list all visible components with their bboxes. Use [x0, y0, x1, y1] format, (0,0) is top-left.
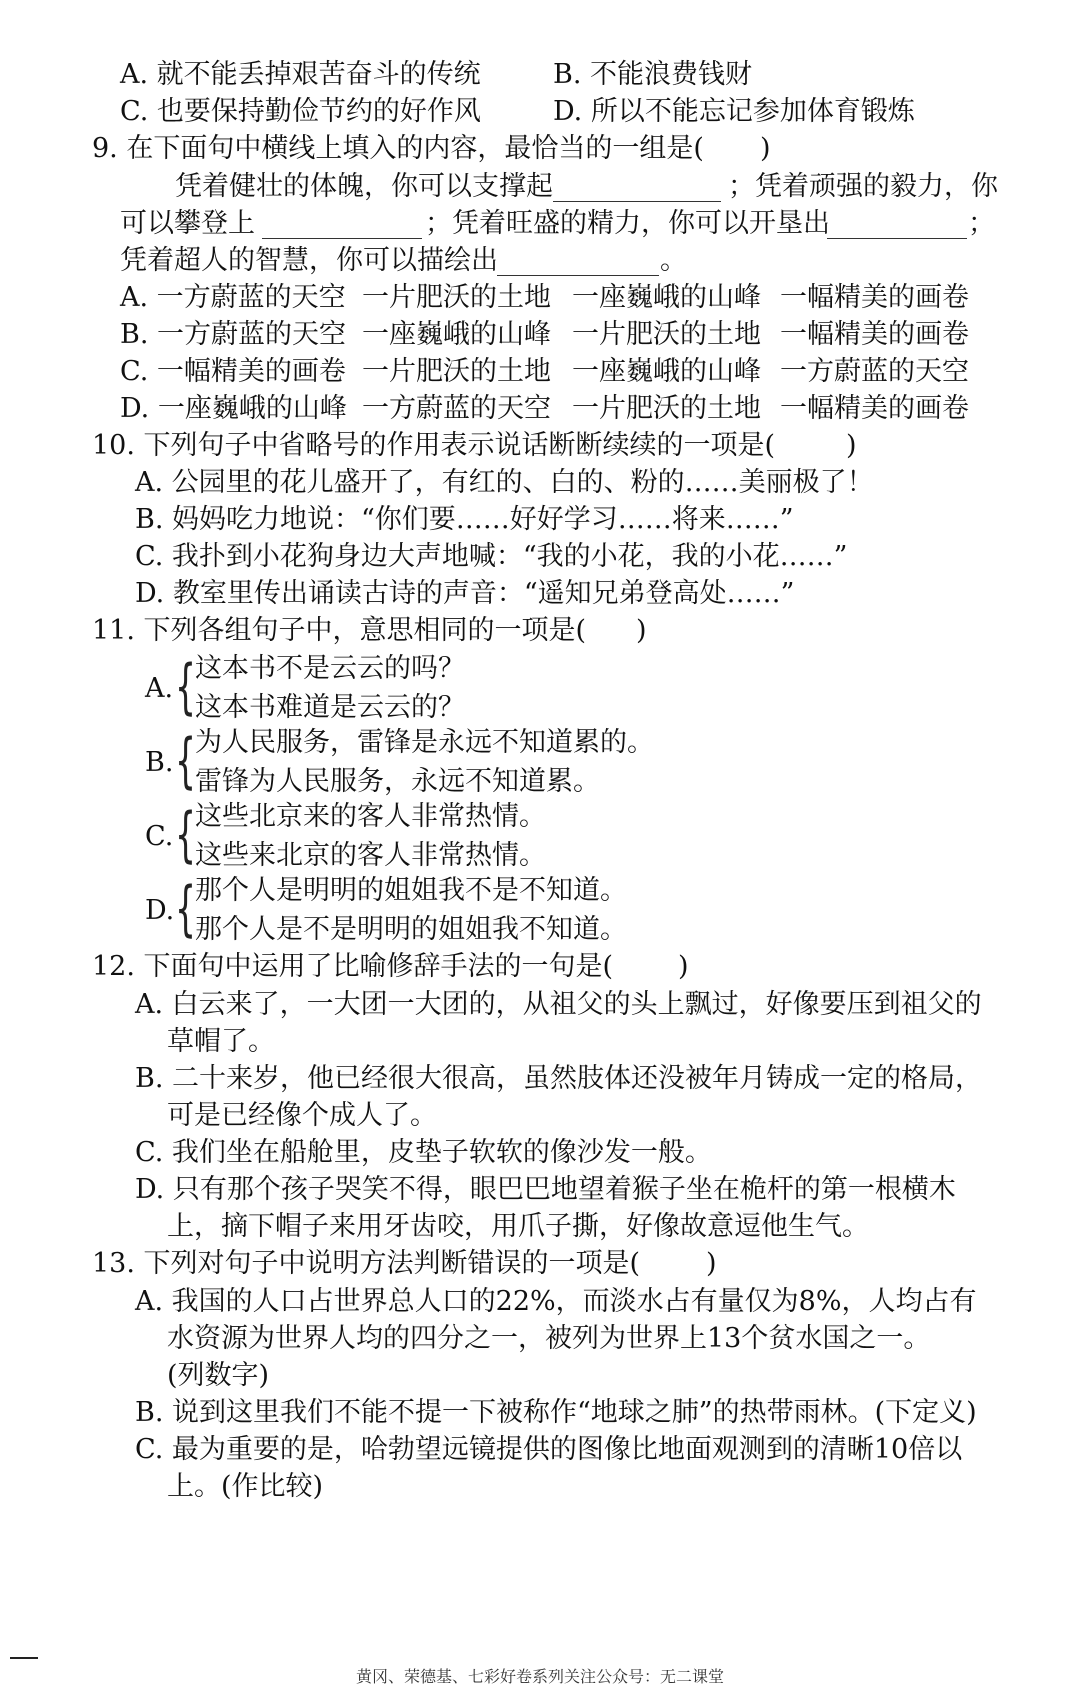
- q9-blank-1[interactable]: [553, 171, 721, 202]
- q9-text-5: ；: [968, 208, 995, 239]
- q11-c-line-1: 这些北京来的客人非常热情。: [195, 801, 546, 832]
- q11-c-letter: C.: [145, 821, 174, 852]
- q11-d-line-2: 那个人是不是明明的姐姐我不知道。: [195, 914, 627, 945]
- q9-text-1: 凭着健壮的体魄，你可以支撑起: [175, 171, 553, 202]
- q9-passage-line-1: [0, 167, 1080, 207]
- q9-stem: [0, 129, 1080, 169]
- q9-blank-2[interactable]: [262, 208, 422, 239]
- q9-blank-4[interactable]: [497, 245, 659, 276]
- q13-a-text-2: 水资源为世界人均的四分之一，被列为世界上13个贫水国之一。: [167, 1323, 931, 1354]
- q9-c-4: 一方蔚蓝的天空: [780, 356, 969, 387]
- q11-option-b: [145, 723, 1045, 803]
- q11-d-letter: D.: [145, 895, 175, 926]
- q11-stem: [0, 611, 1080, 651]
- q9-stem-text: 9. 在下面句中横线上填入的内容，最恰当的一组是(: [92, 133, 704, 164]
- q12-a-text-2: 草帽了。: [167, 1026, 275, 1057]
- q10-option-c-text: C. 我扑到小花狗身边大声地喊：“我的小花，我的小花……”: [135, 541, 848, 572]
- q12-option-a-line-1: [0, 985, 1080, 1025]
- q9-c-3: 一座巍峨的山峰: [572, 356, 761, 387]
- q10-stem-close: ): [846, 430, 857, 461]
- brace-icon: {: [175, 726, 197, 796]
- q12-stem: [0, 947, 1080, 987]
- q9-option-a: [0, 278, 1080, 318]
- q8-option-c: C. 也要保持勤俭节约的好作风: [120, 96, 481, 127]
- q9-option-d: [0, 389, 1080, 429]
- q9-passage-line-3: [0, 241, 1080, 281]
- q9-text-3: 可以攀登上: [120, 208, 255, 239]
- q11-a-line-1: 这本书不是云云的吗？: [195, 653, 465, 684]
- q12-b-text-2: 可是已经像个成人了。: [167, 1100, 437, 1131]
- q12-d-text-1: D. 只有那个孩子哭笑不得，眼巴巴地望着猴子坐在桅杆的第一根横木: [135, 1174, 956, 1205]
- q8-options-row-1: [0, 55, 1080, 95]
- q11-b-line-1: 为人民服务，雷锋是永远不知道累的。: [195, 727, 654, 758]
- q8-options-row-2: [0, 92, 1080, 132]
- q9-text-6: 凭着超人的智慧，你可以描绘出: [120, 245, 498, 276]
- q12-option-b-line-1: [0, 1059, 1080, 1099]
- q9-stem-close: ): [760, 133, 771, 164]
- brace-icon: {: [175, 652, 197, 722]
- brace-icon: {: [175, 874, 197, 944]
- q9-b-3: 一片肥沃的土地: [572, 319, 761, 350]
- q9-a-4: 一幅精美的画卷: [780, 282, 969, 313]
- q10-option-b: [0, 500, 1080, 540]
- q12-option-b-line-2: [0, 1096, 1080, 1136]
- q9-c-1: C. 一幅精美的画卷: [120, 356, 346, 387]
- q9-c-2: 一片肥沃的土地: [362, 356, 551, 387]
- q12-option-d-line-1: [0, 1170, 1080, 1210]
- q10-option-d-text: D. 教室里传出诵读古诗的声音：“遥知兄弟登高处……”: [135, 578, 795, 609]
- q8-option-a: A. 就不能丢掉艰苦奋斗的传统: [120, 59, 481, 90]
- q12-b-text-1: B. 二十来岁，他已经很大很高，虽然肢体还没被年月铸成一定的格局，: [135, 1063, 983, 1094]
- q11-b-letter: B.: [145, 747, 174, 778]
- q13-c-text-1: C. 最为重要的是，哈勃望远镜提供的图像比地面观测到的清晰10倍以: [135, 1434, 963, 1465]
- q9-text-7: 。: [660, 245, 687, 276]
- q9-b-4: 一幅精美的画卷: [780, 319, 969, 350]
- q13-option-b: [0, 1393, 1080, 1433]
- page-footer: 黄冈、荣德基、七彩好卷系列关注公众号：无二课堂: [355, 1667, 724, 1686]
- q13-a-text-3: (列数字): [167, 1360, 270, 1391]
- q12-stem-text: 12. 下面句中运用了比喻修辞手法的一句是(: [92, 951, 614, 982]
- q11-stem-close: ): [636, 615, 647, 646]
- q9-d-1: D. 一座巍峨的山峰: [120, 393, 347, 424]
- q10-stem: [0, 426, 1080, 466]
- q9-b-1: B. 一方蔚蓝的天空: [120, 319, 347, 350]
- q13-a-text-1: A. 我国的人口占世界总人口的22%，而淡水占有量仅为8%，人均占有: [135, 1286, 977, 1317]
- q10-option-c: [0, 537, 1080, 577]
- q9-option-c: [0, 352, 1080, 392]
- q10-option-a-text: A. 公园里的花儿盛开了，有红的、白的、粉的……美丽极了！: [135, 467, 874, 498]
- brace-icon: {: [175, 800, 197, 870]
- q11-stem-text: 11. 下列各组句子中，意思相同的一项是(: [92, 615, 587, 646]
- q12-stem-close: ): [678, 951, 689, 982]
- q13-stem: [0, 1244, 1080, 1284]
- page-edge-rule: [10, 1657, 38, 1659]
- q12-d-text-2: 上，摘下帽子来用牙齿咬，用爪子撕，好像故意逗他生气。: [167, 1211, 869, 1242]
- q9-blank-3[interactable]: [827, 208, 967, 239]
- q12-option-c: [0, 1133, 1080, 1173]
- q9-d-2: 一方蔚蓝的天空: [362, 393, 551, 424]
- q10-option-d: [0, 574, 1080, 614]
- q13-option-a-line-3: [0, 1356, 1080, 1396]
- q11-a-letter: A.: [145, 673, 174, 704]
- q12-option-a-line-2: [0, 1022, 1080, 1062]
- q11-c-line-2: 这些来北京的客人非常热情。: [195, 840, 546, 871]
- q9-text-4: ；凭着旺盛的精力，你可以开垦出: [425, 208, 830, 239]
- q9-text-2: ；凭着顽强的毅力，你: [728, 171, 998, 202]
- q9-option-b: [0, 315, 1080, 355]
- q11-a-line-2: 这本书难道是云云的？: [195, 692, 465, 723]
- q12-a-text-1: A. 白云来了，一大团一大团的，从祖父的头上飘过，好像要压到祖父的: [135, 989, 982, 1020]
- q9-d-4: 一幅精美的画卷: [780, 393, 969, 424]
- q10-option-b-text: B. 妈妈吃力地说：“你们要……好好学习……将来……”: [135, 504, 794, 535]
- q9-passage-line-2: [0, 204, 1080, 244]
- q10-stem-text: 10. 下列句子中省略号的作用表示说话断断续续的一项是(: [92, 430, 776, 461]
- q9-a-3: 一座巍峨的山峰: [572, 282, 761, 313]
- q9-b-2: 一座巍峨的山峰: [362, 319, 551, 350]
- q12-c-text: C. 我们坐在船舱里，皮垫子软软的像沙发一般。: [135, 1137, 712, 1168]
- q9-d-3: 一片肥沃的土地: [572, 393, 761, 424]
- q13-c-text-2: 上。(作比较): [167, 1471, 324, 1502]
- q10-option-a: [0, 463, 1080, 503]
- q13-option-a-line-1: [0, 1282, 1080, 1322]
- q13-stem-text: 13. 下列对句子中说明方法判断错误的一项是(: [92, 1248, 641, 1279]
- q11-b-line-2: 雷锋为人民服务，永远不知道累。: [195, 766, 600, 797]
- q11-d-line-1: 那个人是明明的姐姐我不是不知道。: [195, 875, 627, 906]
- q13-option-c-line-2: [0, 1467, 1080, 1507]
- q8-option-d: D. 所以不能忘记参加体育锻炼: [553, 96, 915, 127]
- q12-option-d-line-2: [0, 1207, 1080, 1247]
- q11-option-d: [145, 871, 1045, 951]
- q13-stem-close: ): [706, 1248, 717, 1279]
- q11-option-c: [145, 797, 1045, 877]
- q13-option-a-line-2: [0, 1319, 1080, 1359]
- q11-option-a: [145, 649, 1045, 729]
- q9-a-1: A. 一方蔚蓝的天空: [120, 282, 346, 313]
- q9-a-2: 一片肥沃的土地: [362, 282, 551, 313]
- q8-option-b: B. 不能浪费钱财: [553, 59, 753, 90]
- q13-option-c-line-1: [0, 1430, 1080, 1470]
- q13-b-text: B. 说到这里我们不能不提一下被称作“地球之肺”的热带雨林。(下定义): [135, 1397, 977, 1428]
